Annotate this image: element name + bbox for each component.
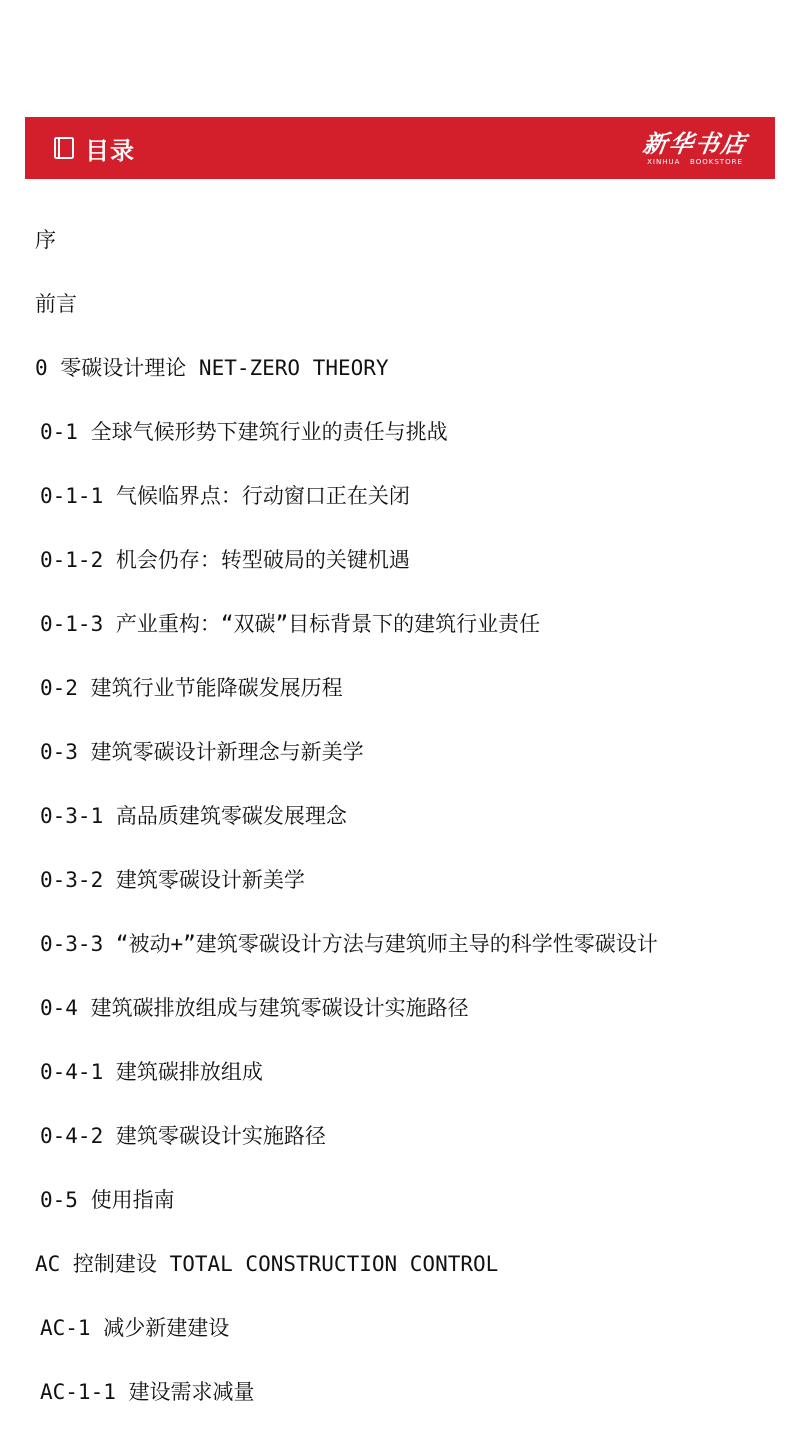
logo-english-text: XINHUA BOOKSTORE <box>647 157 743 166</box>
toc-item[interactable]: 0-1-1 气候临界点：行动窗口正在关闭 <box>40 484 410 508</box>
xinhua-bookstore-logo <box>641 128 750 166</box>
toc-item[interactable]: 0-4-2 建筑零碳设计实施路径 <box>40 1124 326 1148</box>
table-of-contents <box>0 208 800 1424</box>
toc-item[interactable]: 0-3 建筑零碳设计新理念与新美学 <box>40 740 364 764</box>
book-icon <box>51 135 77 161</box>
toc-item[interactable]: 0-1-2 机会仍存：转型破局的关键机遇 <box>40 548 410 572</box>
toc-item[interactable]: 0-4 建筑碳排放组成与建筑零碳设计实施路径 <box>40 996 469 1020</box>
toc-item[interactable]: 0 零碳设计理论 NET-ZERO THEORY <box>35 356 389 380</box>
toc-item[interactable]: 0-5 使用指南 <box>40 1188 175 1212</box>
toc-header <box>25 117 775 179</box>
toc-item[interactable]: 0-3-2 建筑零碳设计新美学 <box>40 868 305 892</box>
toc-item[interactable]: 序 <box>35 228 56 252</box>
toc-item[interactable]: AC 控制建设 TOTAL CONSTRUCTION CONTROL <box>35 1252 499 1276</box>
toc-item[interactable]: 前言 <box>35 292 77 316</box>
toc-item[interactable]: AC-1 减少新建建设 <box>40 1316 230 1340</box>
toc-item[interactable]: 0-3-1 高品质建筑零碳发展理念 <box>40 804 347 828</box>
toc-item[interactable]: 0-4-1 建筑碳排放组成 <box>40 1060 263 1084</box>
toc-item[interactable]: AC-1-1 建设需求减量 <box>40 1380 255 1404</box>
header-title: 目录 <box>85 136 135 165</box>
toc-item[interactable]: 0-1-3 产业重构：“双碳”目标背景下的建筑行业责任 <box>40 612 541 636</box>
toc-item[interactable]: 0-2 建筑行业节能降碳发展历程 <box>40 676 343 700</box>
toc-item[interactable]: 0-3-3 “被动+”建筑零碳设计方法与建筑师主导的科学性零碳设计 <box>40 932 658 956</box>
toc-item[interactable]: 0-1 全球气候形势下建筑行业的责任与挑战 <box>40 420 448 444</box>
logo-chinese-text: 新华书店 <box>641 128 750 158</box>
header-title-group <box>51 131 135 166</box>
